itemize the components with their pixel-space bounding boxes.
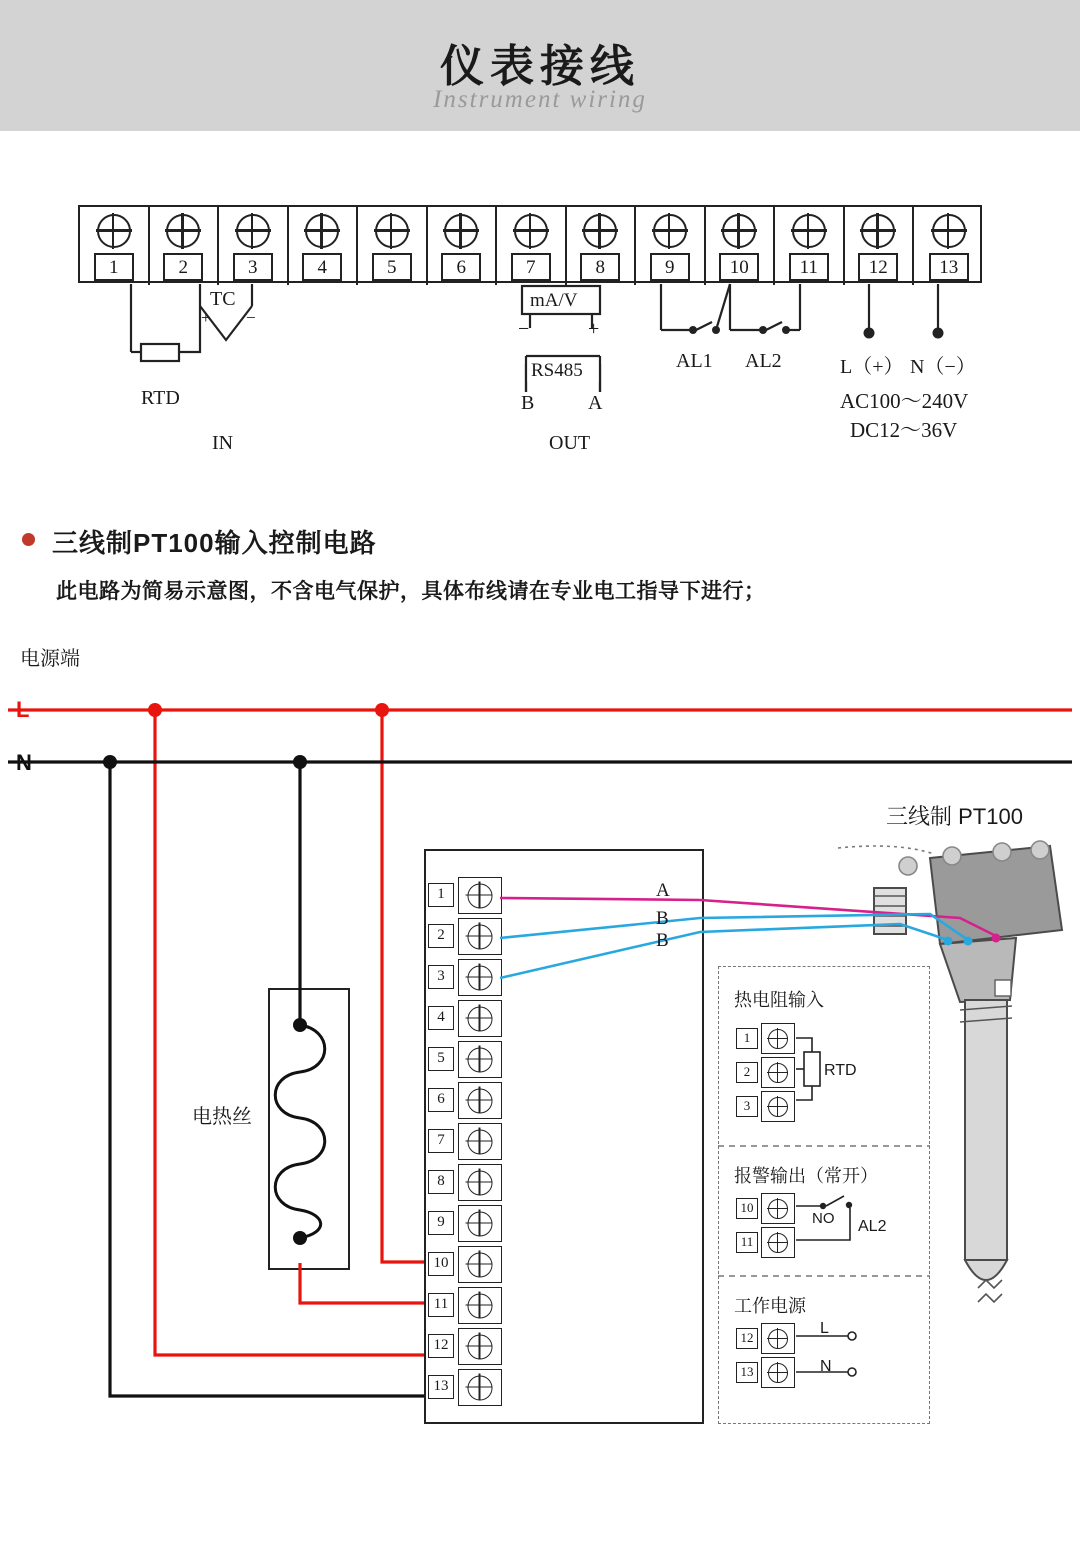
label-al2: AL2	[745, 350, 782, 372]
section-note: 此电路为简易示意图，不含电气保护，具体布线请在专业电工指导下进行；	[56, 580, 766, 603]
legend-rtd-terminals	[736, 1022, 800, 1124]
label-ma-minus: −	[518, 318, 530, 340]
label-line-L: L	[16, 697, 30, 722]
legend-power-terminals	[736, 1322, 800, 1390]
terminal-number: 13	[428, 1375, 454, 1399]
terminal-number: 11	[789, 253, 829, 281]
terminal-number: 13	[736, 1362, 758, 1383]
terminal-number: 1	[428, 883, 454, 907]
terminal-number: 7	[511, 253, 551, 281]
label-tc-minus: −	[246, 308, 256, 327]
label-rtd: RTD	[141, 387, 180, 409]
legend-alarm-name: AL2	[858, 1218, 887, 1235]
terminal-number: 1	[736, 1028, 758, 1049]
terminal-number: 9	[650, 253, 690, 281]
wire-label-b2: B	[656, 930, 669, 951]
terminal-number: 12	[736, 1328, 758, 1349]
wire-label-b1: B	[656, 908, 669, 929]
screw-icon	[768, 1063, 788, 1083]
legend-power-l-label: L	[820, 1320, 829, 1337]
terminal-number: 2	[163, 253, 203, 281]
legend-alarm-terminals	[736, 1192, 800, 1260]
terminal-number: 10	[719, 253, 759, 281]
terminal-number: 13	[929, 253, 969, 281]
pt100-label: 三线制 PT100	[886, 804, 1023, 829]
terminal-screw-box	[761, 1323, 795, 1354]
label-in: IN	[212, 432, 234, 454]
screw-icon	[768, 1199, 788, 1219]
legend-terminal-row	[736, 1090, 800, 1124]
page-subtitle: Instrument wiring	[433, 86, 647, 113]
label-dc-range: DC12～36V	[850, 418, 958, 442]
terminal-screw-box	[761, 1227, 795, 1258]
terminal-number: 6	[441, 253, 481, 281]
label-line-N: N	[16, 750, 32, 775]
terminal-number: 8	[580, 253, 620, 281]
page-title: 仪表接线	[440, 42, 640, 91]
legend-title-power: 工作电源	[734, 1296, 806, 1316]
legend-terminal-row	[736, 1192, 800, 1226]
terminal-screw-box	[761, 1357, 795, 1388]
terminal-number: 11	[428, 1293, 454, 1317]
terminal-number: 9	[428, 1211, 454, 1235]
label-n-minus: N（−）	[910, 356, 976, 378]
legend-power-n-label: N	[820, 1358, 832, 1375]
terminal-number: 7	[428, 1129, 454, 1153]
legend-alarm-no-label: NO	[812, 1210, 835, 1227]
screw-icon	[768, 1363, 788, 1383]
label-rs485: RS485	[531, 360, 583, 381]
terminal-number: 3	[428, 965, 454, 989]
label-ma-v: mA/V	[530, 290, 578, 311]
legend-terminal-row	[736, 1226, 800, 1260]
section-title: 三线制PT100输入控制电路	[52, 528, 377, 558]
terminal-number: 1	[94, 253, 134, 281]
legend-rtd-symbol-label: RTD	[824, 1062, 857, 1079]
label-out: OUT	[549, 432, 591, 454]
terminal-screw-box	[761, 1057, 795, 1088]
power-source-label: 电源端	[20, 648, 80, 670]
label-rs485-a: A	[588, 392, 603, 414]
legend-terminal-row	[736, 1356, 800, 1390]
screw-icon	[768, 1097, 788, 1117]
label-ac-range: AC100～240V	[840, 389, 969, 413]
terminal-number: 10	[736, 1198, 758, 1219]
label-al1: AL1	[676, 350, 713, 372]
legend-terminal-row	[736, 1022, 800, 1056]
legend-terminal-row	[736, 1322, 800, 1356]
terminal-screw-box	[761, 1023, 795, 1054]
screw-icon	[768, 1233, 788, 1253]
label-tc: TC	[210, 288, 236, 310]
terminal-screw-box	[761, 1091, 795, 1122]
wire-label-a: A	[656, 880, 670, 901]
terminal-number: 12	[428, 1334, 454, 1358]
terminal-number: 11	[736, 1232, 758, 1253]
terminal-number: 5	[428, 1047, 454, 1071]
terminal-number: 2	[428, 924, 454, 948]
label-ma-plus: +	[588, 318, 600, 340]
legend-title-rtd: 热电阻输入	[734, 990, 824, 1010]
terminal-number: 12	[858, 253, 898, 281]
label-l-plus: L（+）	[840, 356, 904, 378]
legend-terminal-row	[736, 1056, 800, 1090]
label-rs485-b: B	[521, 392, 535, 414]
terminal-number: 3	[233, 253, 273, 281]
label-tc-plus: +	[201, 308, 211, 327]
terminal-screw-box	[761, 1193, 795, 1224]
terminal-number: 3	[736, 1096, 758, 1117]
screw-icon	[768, 1029, 788, 1049]
terminal-number: 2	[736, 1062, 758, 1083]
legend-title-alarm: 报警输出（常开）	[734, 1166, 878, 1186]
heating-element-label: 电热丝	[192, 1106, 252, 1128]
terminal-number: 6	[428, 1088, 454, 1112]
terminal-number: 10	[428, 1252, 454, 1276]
terminal-number: 8	[428, 1170, 454, 1194]
terminal-number: 4	[302, 253, 342, 281]
terminal-number: 5	[372, 253, 412, 281]
terminal-number: 4	[428, 1006, 454, 1030]
screw-icon	[768, 1329, 788, 1349]
